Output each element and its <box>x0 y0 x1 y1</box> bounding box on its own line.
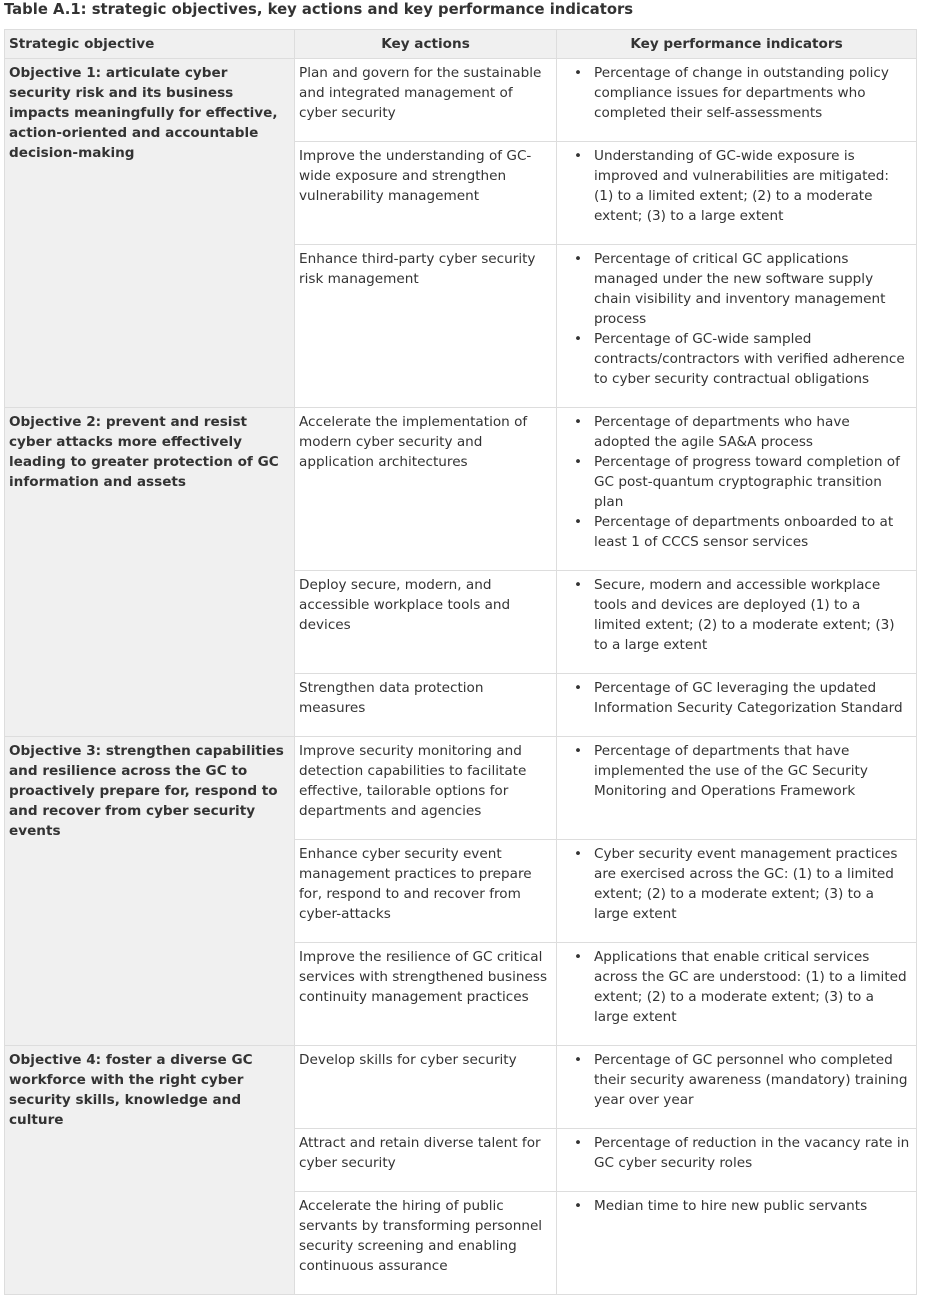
key-action-cell: Improve the resilience of GC critical services with strengthened business continuity management practices <box>295 943 557 1046</box>
strategic-objective-cell: Objective 3: strengthen capabilities and resilience across the GC to proactively prepare for, respond to and recover from cyber security events <box>5 737 295 1046</box>
strategic-objective-cell: Objective 2: prevent and resist cyber attacks more effectively leading to greater protection of GC information and assets <box>5 408 295 737</box>
kpi-item: • Percentage of departments who have adopted the agile SA&A process <box>561 412 910 452</box>
kpi-item: • Percentage of change in outstanding policy compliance issues for departments who completed their self-assessments <box>561 63 910 123</box>
header-key-actions: Key actions <box>295 30 557 59</box>
kpi-list <box>561 1196 910 1216</box>
kpi-cell <box>557 1129 917 1192</box>
kpi-item: • Percentage of critical GC applications managed under the new software supply chain visibility and inventory management process <box>561 249 910 329</box>
kpi-cell <box>557 1192 917 1295</box>
kpi-cell <box>557 943 917 1046</box>
kpi-item: • Understanding of GC-wide exposure is improved and vulnerabilities are mitigated: (1) to a limited extent; (2) to a moderate extent; (3) to a large extent <box>561 146 910 226</box>
key-action-cell: Develop skills for cyber security <box>295 1046 557 1129</box>
table-row <box>5 59 917 142</box>
table-header <box>5 30 917 59</box>
kpi-item: • Applications that enable critical services across the GC are understood: (1) to a limited extent; (2) to a moderate extent; (3) to a large extent <box>561 947 910 1027</box>
kpi-list <box>561 741 910 801</box>
kpi-list <box>561 678 910 718</box>
kpi-cell <box>557 1046 917 1129</box>
kpi-list <box>561 575 910 655</box>
header-row <box>5 30 917 59</box>
kpi-item: • Percentage of departments onboarded to at least 1 of CCCS sensor services <box>561 512 910 552</box>
kpi-cell <box>557 142 917 245</box>
objectives-table <box>4 29 917 1295</box>
kpi-list <box>561 412 910 552</box>
kpi-list <box>561 63 910 123</box>
key-action-cell: Enhance cyber security event management practices to prepare for, respond to and recover from cyber-attacks <box>295 840 557 943</box>
header-kpis: Key performance indicators <box>557 30 917 59</box>
kpi-list <box>561 1050 910 1110</box>
table-row <box>5 408 917 571</box>
key-action-cell: Attract and retain diverse talent for cyber security <box>295 1129 557 1192</box>
kpi-cell <box>557 840 917 943</box>
strategic-objective-cell: Objective 4: foster a diverse GC workforce with the right cyber security skills, knowledge and culture <box>5 1046 295 1295</box>
kpi-cell <box>557 59 917 142</box>
kpi-item: • Percentage of departments that have implemented the use of the GC Security Monitoring and Operations Framework <box>561 741 910 801</box>
key-action-cell: Improve the understanding of GC-wide exposure and strengthen vulnerability management <box>295 142 557 245</box>
kpi-list <box>561 947 910 1027</box>
table-row <box>5 1046 917 1129</box>
kpi-item: • Percentage of reduction in the vacancy rate in GC cyber security roles <box>561 1133 910 1173</box>
key-action-cell: Deploy secure, modern, and accessible workplace tools and devices <box>295 571 557 674</box>
key-action-cell: Strengthen data protection measures <box>295 674 557 737</box>
kpi-list <box>561 249 910 389</box>
kpi-item: • Secure, modern and accessible workplace tools and devices are deployed (1) to a limited extent; (2) to a moderate extent; (3) to a large extent <box>561 575 910 655</box>
table-caption: Table A.1: strategic objectives, key actions and key performance indicators <box>4 1 634 18</box>
kpi-item: • Cyber security event management practices are exercised across the GC: (1) to a limited extent; (2) to a moderate extent; (3) to a large extent <box>561 844 910 924</box>
kpi-cell <box>557 737 917 840</box>
kpi-item: • Percentage of progress toward completion of GC post-quantum cryptographic transition plan <box>561 452 910 512</box>
kpi-item: • Percentage of GC personnel who completed their security awareness (mandatory) training year over year <box>561 1050 910 1110</box>
key-action-cell: Improve security monitoring and detection capabilities to facilitate effective, tailorable options for departments and agencies <box>295 737 557 840</box>
kpi-item: • Percentage of GC leveraging the updated Information Security Categorization Standard <box>561 678 910 718</box>
key-action-cell: Accelerate the hiring of public servants by transforming personnel security screening and enabling continuous assurance <box>295 1192 557 1295</box>
table-row <box>5 737 917 840</box>
kpi-cell <box>557 245 917 408</box>
key-action-cell: Accelerate the implementation of modern cyber security and application architectures <box>295 408 557 571</box>
kpi-cell <box>557 674 917 737</box>
kpi-item: • Median time to hire new public servants <box>561 1196 910 1216</box>
kpi-list <box>561 844 910 924</box>
strategic-objective-cell: Objective 1: articulate cyber security risk and its business impacts meaningfully for effective, action-oriented and accountable decision-making <box>5 59 295 408</box>
key-action-cell: Enhance third-party cyber security risk management <box>295 245 557 408</box>
kpi-list <box>561 146 910 226</box>
key-action-cell: Plan and govern for the sustainable and integrated management of cyber security <box>295 59 557 142</box>
header-strategic-objective: Strategic objective <box>5 30 295 59</box>
kpi-list <box>561 1133 910 1173</box>
kpi-cell <box>557 571 917 674</box>
table-body <box>5 59 917 1295</box>
kpi-cell <box>557 408 917 571</box>
kpi-item: • Percentage of GC-wide sampled contracts/contractors with verified adherence to cyber security contractual obligations <box>561 329 910 389</box>
